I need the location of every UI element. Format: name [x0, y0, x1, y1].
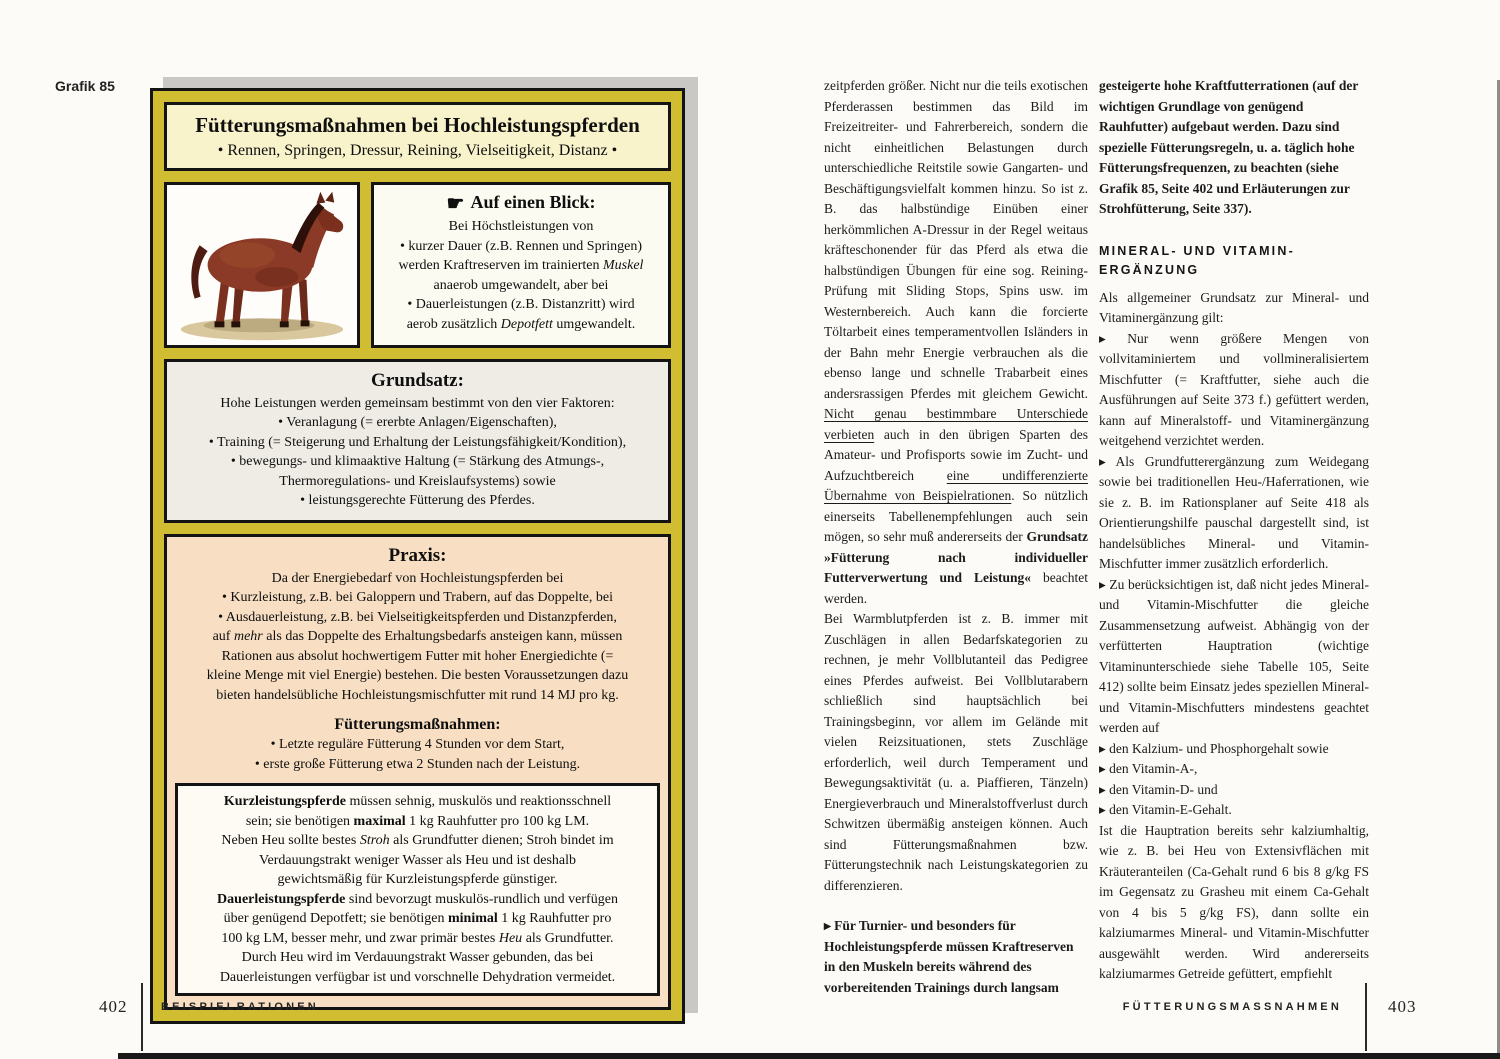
feeding-heading: Fütterungsmaßnahmen: — [334, 716, 501, 733]
infographic-title-box — [164, 102, 671, 171]
footer-divider-left — [141, 983, 143, 1051]
glance-box — [371, 182, 671, 348]
footer-divider-right — [1365, 983, 1367, 1051]
glance-lines: Bei Höchstleistungen von • kurzer Dauer (z.B. Rennen und Springen) werden Kraftreserven im trainierten Muskel anaerob umgewandelt, aber bei • Dauerleistungen (z.B. Distanzritt) wird aerob zusätzlich Depotfett umgewandelt. — [398, 219, 644, 332]
grundsatz-box — [164, 359, 671, 523]
praxis-lines: Da der Energiebedarf von Hochleistungspferden bei • Kurzleistung, z.B. bei Galoppern und Trabern, auf das Doppelte, bei • Ausdauerleistung, z.B. bei Vielseitigkeitspferden und Distanzpferden, auf mehr als das Doppelte des Erhaltungsbedarfs ansteigen kann, müssen Rationen aus absolut hochwertigem Futter mit hoher Energiedichte (= kleine Menge mit viel Energie) bestehen. Die besten Voraussetzungen dazu bieten handelsübliche Hochleistungsmischfutter mit rund 14 MJ pro kg. — [206, 570, 629, 703]
column-right-top: gesteigerte hohe Kraftfutterrationen (auf der wichtigen Grundlage von genügend Rauhfutter) aufgebaut werden. Dazu sind spezielle Fütterungsregeln, u. a. täglich hohe Fütterungsfrequenzen, zu beachten (siehe Grafik 85, Seite 402 und Erläuterungen zur Strohfütterung, Seite 337). — [1099, 78, 1359, 216]
grundsatz-lines: Hohe Leistungen werden gemeinsam bestimmt von den vier Faktoren: • Veranlagung (= ererbte Anlagen/Eigenschaften), • Training (= Steigerung und Erhaltung der Leistungsfähigkeit/Kondition), • bewegungs- und klimaaktive Haltung (= Stärkung des Atmungs-, Thermoregulations- und Kreislaufsystems) sowie • leistungsgerechte Fütterung des Pferdes. — [208, 395, 627, 508]
praxis-box — [164, 534, 671, 1011]
page-number-right: 403 — [1388, 997, 1417, 1016]
page-edge-bottom — [118, 1053, 1500, 1059]
pointing-hand-icon: ☛ — [446, 192, 465, 215]
feeding-lines: • Letzte reguläre Fütterung 4 Stunden vor dem Start, • erste große Fütterung etwa 2 Stunden nach der Leistung. — [254, 737, 581, 772]
horse-photo — [164, 182, 360, 348]
infographic-title: Fütterungsmaßnahmen bei Hochleistungspferden — [195, 113, 640, 137]
page-number-left: 402 — [99, 997, 128, 1016]
photo-and-glance-row — [164, 182, 671, 348]
grundsatz-heading: Grundsatz: — [371, 369, 464, 391]
praxis-heading: Praxis: — [388, 544, 447, 566]
column-right-body: Als allgemeiner Grundsatz zur Mineral- und Vitaminergänzung gilt: ▸ Nur wenn größere Mengen von vollvitaminiertem und vollmineralisiertem Mischfutter (= Kraftfutter, siehe auch die Ausführungen auf Seite 373 f.) gefüttert werden, kann auf Mineralstoff- und Vitaminergänzung weitgehend verzichtet werden. ▸ Als Grundfutterergänzung zum Weidegang sowie bei traditionellen Heu-/Haferrationen, wie sie z. B. im Rationsplaner auf Seite 418 als Orientierungshilfe pauschal dargestellt sind, ist handelsübliches Mineral- und Vitamin-Mischfutter immer zusätzlich erforderlich. ▸ Zu berücksichtigen ist, daß nicht jedes Mineral- und Vitamin-Mischfutter die gleiche Zusammensetzung aufweist. Abhängig von der verfütterten Hauptration (wichtige Vitaminunterschiede siehe Tabelle 105, Seite 412) sollte beim Einsatz jedes speziellen Mineral- und Vitamin-Mischfutters mindestens geachtet werden auf ▸ den Kalzium- und Phosphorgehalt sowie ▸ den Vitamin-A-, ▸ den Vitamin-D- und ▸ den Vitamin-E-Gehalt. Ist die Hauptration bereits sehr kalziumhaltig, wie z. B. bei Heu von Extensivflächen mit Kräuteranteilen (Ca-Gehalt rund 6 bis 8 g/kg FS im Gegensatz zu Grasheu mit einem Ca-Gehalt von 4 bis 5 g/kg FS), dann sollte ein kalziumarmes Mineral- und Vitamin-Mischfutter ausgewählt werden. Wird andererseits kalziumarmes Getreide gefüttert, empfiehlt — [1099, 289, 1369, 981]
detail-box: Kurzleistungspferde müssen sehnig, muskulös und reaktionsschnell sein; sie benötigen maximal 1 kg Rauhfutter pro 100 kg LM. Neben Heu sollte bestes Stroh als Grundfutter dienen; Stroh bindet im Verdauungstrakt weniger Wasser als Heu und ist deshalb gewichtsmäßig für Kurzleistungspferde günstiger. Dauerleistungspferde sind bevorzugt muskulös-rundlich und verfügen über genügend Depotfett; sie benötigen minimal 1 kg Rauhfutter pro 100 kg LM, besser mehr, und zwar primär bestes Heu als Grundfutter. Durch Heu wird im Verdauungstrakt Wasser gebunden, das bei Dauerleistungen verfügbar ist und vorschnelle Dehydration vermeidet. — [175, 783, 660, 996]
column-middle: zeitpferden größer. Nicht nur die teils exotischen Pferderassen bestimmen das Bild im Freizeitreiter- und Fahrerbereich, sondern die nicht einheitlichen Belastungen durch unterschiedliche Reitstile sowie Gangarten- und Beschäftigungsvielfalt kommen hinzu. So ist z. B. das halbstündige Einüben einer herkömmlichen A-Dressur in der Regel weitaus kräfteschonender für das Pferd als etwa die halbstündigen Übungen für eine sog. Reining-Prüfung mit Sliding Stops, Spins usw. im Westernbereich. Auch kann die forcierte Töltarbeit eines temperamentvollen Isländers in der Bahn mehr Energie verbrauchen als die ebenso lange und schnelle Trabarbeit eines andersrassigen Pferdes mit gleichem Gewicht. Nicht genau bestimmbare Unterschiede verbieten auch in den übrigen Sparten des Amateur- und Profisports sowie im Zucht- und Aufzuchtbereich eine undifferenzierte Übernahme von Beispielrationen. So nützlich einerseits Tabellenempfehlungen auch sein mögen, so sehr muß andererseits der Grundsatz »Fütterung nach individueller Futterverwertung und Leistung« beachtet werden. Bei Warmblutpferden ist z. B. immer mit Zuschlägen in allen Bedarfskategorien zu rechnen, je mehr Vollblutanteil das Pedigree eines Pferdes aufweist. Bei Vollblutarabern schließlich sind hauptsächlich bei Trainingsbeginn, vor allem im Gelände mit vielen Reizsituationen, stets Zuschläge erforderlich, weil durch Temperament und Bewegungsaktivität (u. a. Piaffieren, Tänzeln) Energieverbrauch und Mineralstoffverlust durch Schwitzen übermäßig ansteigen können. Auch sind Fütterungsmaßnahmen bzw. Fütterungstechnik nach Leistungskategorien zu differenzieren. ▸ Für Turnier- und besonders für Hochleistungspferde müssen Kraftreserven in den Muskeln bereits während des vorbereitenden Trainings durch langsam — [824, 78, 1089, 995]
glance-heading-text: Auf einen Blick: — [470, 191, 596, 212]
horse-image — [168, 185, 356, 345]
glance-heading — [377, 193, 665, 215]
section-heading-mineral-vitamin: MINERAL- UND VITAMIN- ERGÄNZUNG — [1099, 243, 1295, 277]
column-right — [1099, 76, 1369, 985]
infographic-subtitle: • Rennen, Springen, Dressur, Reining, Vielseitigkeit, Distanz • — [217, 142, 618, 159]
running-head-right: FÜTTERUNGSMASSNAHMEN — [1122, 1001, 1342, 1013]
running-head-left: BEISPIELRATIONEN — [161, 1001, 319, 1013]
graphic-caption: Grafik 85 — [55, 78, 115, 94]
infographic-panel — [150, 88, 685, 1024]
